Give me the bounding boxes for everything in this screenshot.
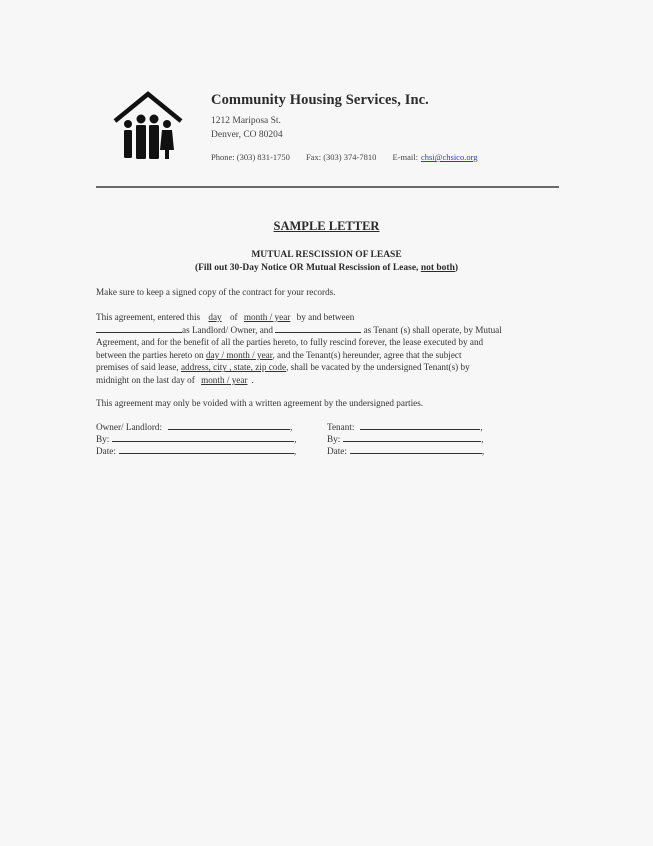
owner-landlord-signature-row[interactable]: Owner/ Landlord: , xyxy=(96,422,293,432)
void-note: This agreement may only be voided with a written agreement by the undersigned parties. xyxy=(96,398,424,408)
p1-e: as Tenant (s) shall operate, by Mutual xyxy=(361,324,502,335)
tenant-signature-row[interactable]: Tenant: , xyxy=(327,422,483,432)
org-address xyxy=(211,114,429,142)
instruction-post: ) xyxy=(454,263,459,273)
landlord-date-label: Date: xyxy=(96,446,116,456)
para-line-6 xyxy=(96,374,559,387)
landlord-date-row[interactable]: Date: , xyxy=(96,446,297,456)
tenant-by-label: By: xyxy=(327,434,341,444)
para-line-1 xyxy=(96,311,559,324)
tenant-date-label: Date: xyxy=(327,446,347,456)
instruction-emphasis: not both xyxy=(420,263,455,273)
lease-date-field: day / month / year xyxy=(205,349,273,360)
org-block xyxy=(211,92,429,142)
p1-d: as Landlord/ Owner, and xyxy=(182,324,276,335)
day-field: day xyxy=(208,312,222,322)
tenant-date-line[interactable] xyxy=(350,453,482,454)
p1-h: , and the Tenant(s) hereunder, agree that the subject xyxy=(272,349,462,360)
tenant-line[interactable] xyxy=(360,429,480,430)
header-divider xyxy=(96,186,559,188)
email-label: E-mail: xyxy=(392,152,418,162)
month-year-field: month / year xyxy=(243,312,291,322)
instruction-line xyxy=(0,262,653,275)
p1-i: premises of said lease, xyxy=(96,362,181,373)
tenant-date-row[interactable]: Date: , xyxy=(327,446,485,456)
landlord-by-line[interactable] xyxy=(112,441,294,442)
tenant-by-line[interactable] xyxy=(343,441,481,442)
email-block xyxy=(392,152,477,162)
para-line-3: Agreement, and for the benefit of all the parties hereto, to fully rescind forever, the lease executed by and xyxy=(96,337,484,348)
p1-j: , shall be vacated by the undersigned Tenant(s) by xyxy=(286,362,470,373)
address-line-2: Denver, CO 80204 xyxy=(211,130,283,140)
instruction-pre: (Fill out 30-Day Notice OR Mutual Rescission of Lease, xyxy=(194,263,421,273)
owner-landlord-line[interactable] xyxy=(168,429,290,430)
agreement-paragraph xyxy=(96,311,559,387)
subtitle-heading: MUTUAL RESCISSION OF LEASE xyxy=(251,250,402,260)
address-field: address, city , state, zip code xyxy=(180,362,287,373)
p1-g: between the parties hereto on xyxy=(96,349,206,360)
house-family-logo-icon xyxy=(112,90,184,162)
p1-a: This agreement, entered this xyxy=(96,312,203,322)
landlord-name-blank[interactable] xyxy=(96,332,182,333)
owner-landlord-label: Owner/ Landlord: xyxy=(96,422,163,432)
landlord-date-line[interactable] xyxy=(119,453,294,454)
vacate-month-year-field: month / year xyxy=(201,374,248,385)
p1-l: . xyxy=(251,374,254,385)
tenant-label: Tenant: xyxy=(327,422,355,432)
org-name: Community Housing Services, Inc. xyxy=(211,92,429,108)
landlord-by-row[interactable]: By: , xyxy=(96,434,297,444)
tenant-by-row[interactable]: By: , xyxy=(327,434,484,444)
letter-title: SAMPLE LETTER xyxy=(273,219,380,233)
para-line-5 xyxy=(96,361,559,374)
phone: Phone: (303) 831-1750 xyxy=(211,152,290,162)
para-line-4 xyxy=(96,349,559,362)
contact-line xyxy=(211,152,478,162)
keep-copy-note: Make sure to keep a signed copy of the contract for your records. xyxy=(96,287,336,297)
p1-b: of xyxy=(227,312,240,322)
p1-c: by and between xyxy=(294,312,355,322)
p1-k: midnight on the last day of xyxy=(96,374,198,385)
para-line-2 xyxy=(96,324,559,337)
fax: Fax: (303) 374-7810 xyxy=(305,152,377,162)
letter-subtitle xyxy=(0,249,653,275)
email-link[interactable]: chsi@chsico.org xyxy=(420,152,478,162)
tenant-name-blank[interactable] xyxy=(275,332,361,333)
address-line-1: 1212 Mariposa St. xyxy=(211,116,281,126)
landlord-by-label: By: xyxy=(96,434,110,444)
